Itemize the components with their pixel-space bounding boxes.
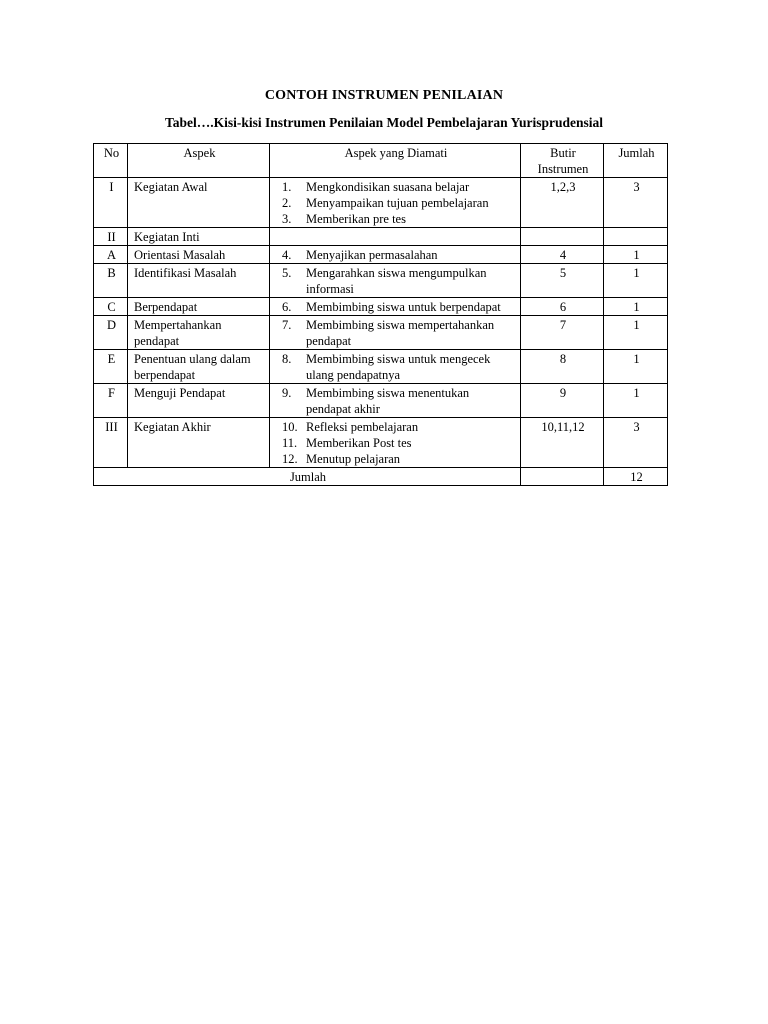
table-caption: Tabel….Kisi-kisi Instrumen Penilaian Model Pembelajaran Yurisprudensial bbox=[164, 115, 604, 130]
table-row bbox=[94, 316, 668, 350]
observed-aspect-item bbox=[276, 419, 516, 435]
cell-aspek-diamati bbox=[270, 418, 521, 468]
item-number: 5. bbox=[282, 266, 292, 280]
item-text: Menutup pelajaran bbox=[306, 452, 401, 466]
item-number: 10. bbox=[282, 420, 298, 434]
cell-butir-instrumen: 1,2,3 bbox=[521, 178, 604, 228]
observed-aspect-item bbox=[276, 451, 516, 467]
item-number: 11. bbox=[282, 436, 298, 450]
cell-no: B bbox=[94, 264, 128, 298]
item-text: Mengkondisikan suasana belajar bbox=[306, 180, 470, 194]
cell-aspek-diamati bbox=[270, 350, 521, 384]
item-number: 9. bbox=[282, 386, 292, 400]
cell-aspek: Orientasi Masalah bbox=[128, 246, 270, 264]
table-row bbox=[94, 246, 668, 264]
table-row bbox=[94, 384, 668, 418]
item-text: Mengarahkan siswa mengumpulkan informasi bbox=[306, 266, 487, 296]
header-jumlah: Jumlah bbox=[604, 144, 668, 178]
cell-aspek-diamati bbox=[270, 178, 521, 228]
item-text: Membimbing siswa untuk berpendapat bbox=[306, 300, 501, 314]
cell-butir-instrumen: 4 bbox=[521, 246, 604, 264]
observed-aspect-item bbox=[276, 351, 516, 383]
cell-aspek-diamati bbox=[270, 264, 521, 298]
header-butir-instrumen bbox=[521, 144, 604, 178]
cell-aspek: Identifikasi Masalah bbox=[128, 264, 270, 298]
item-text: Memberikan Post tes bbox=[306, 436, 412, 450]
cell-aspek-diamati bbox=[270, 384, 521, 418]
table-row bbox=[94, 298, 668, 316]
item-text: Refleksi pembelajaran bbox=[306, 420, 419, 434]
cell-no: I bbox=[94, 178, 128, 228]
header-butir-line2: Instrumen bbox=[537, 162, 589, 176]
cell-jumlah: 1 bbox=[604, 246, 668, 264]
item-number: 8. bbox=[282, 352, 292, 366]
item-text: Membimbing siswa untuk mengecek ulang pendapatnya bbox=[306, 352, 491, 382]
assessment-grid-table bbox=[93, 143, 668, 486]
item-number: 1. bbox=[282, 180, 292, 194]
cell-butir-instrumen: 9 bbox=[521, 384, 604, 418]
document-title: CONTOH INSTRUMEN PENILAIAN bbox=[264, 88, 504, 103]
cell-jumlah: 1 bbox=[604, 264, 668, 298]
cell-jumlah: 1 bbox=[604, 316, 668, 350]
total-butir bbox=[521, 468, 604, 486]
cell-no: III bbox=[94, 418, 128, 468]
total-jumlah: 12 bbox=[604, 468, 668, 486]
observed-aspect-item bbox=[276, 195, 516, 211]
item-text: Membimbing siswa menentukan pendapat akhir bbox=[306, 386, 470, 416]
observed-aspect-item bbox=[276, 385, 516, 417]
table-row bbox=[94, 228, 668, 246]
observed-aspect-list bbox=[276, 385, 516, 417]
observed-aspect-item bbox=[276, 211, 516, 227]
table-row bbox=[94, 350, 668, 384]
cell-no: C bbox=[94, 298, 128, 316]
cell-aspek: Kegiatan Inti bbox=[128, 228, 270, 246]
table-total-row bbox=[94, 468, 668, 486]
header-aspek-diamati: Aspek yang Diamati bbox=[270, 144, 521, 178]
cell-no: E bbox=[94, 350, 128, 384]
cell-jumlah: 1 bbox=[604, 384, 668, 418]
cell-jumlah: 3 bbox=[604, 178, 668, 228]
table-row bbox=[94, 264, 668, 298]
observed-aspect-list bbox=[276, 179, 516, 227]
cell-aspek: Menguji Pendapat bbox=[128, 384, 270, 418]
table-header-row bbox=[94, 144, 668, 178]
observed-aspect-list bbox=[276, 299, 516, 315]
total-label: Jumlah bbox=[94, 468, 521, 486]
cell-butir-instrumen: 8 bbox=[521, 350, 604, 384]
header-no: No bbox=[94, 144, 128, 178]
header-butir-line1: Butir bbox=[550, 146, 576, 160]
header-aspek: Aspek bbox=[128, 144, 270, 178]
cell-aspek-diamati bbox=[270, 316, 521, 350]
observed-aspect-item bbox=[276, 265, 516, 297]
observed-aspect-item bbox=[276, 299, 516, 315]
cell-aspek-diamati bbox=[270, 298, 521, 316]
observed-aspect-list bbox=[276, 419, 516, 467]
item-number: 2. bbox=[282, 196, 292, 210]
cell-jumlah: 3 bbox=[604, 418, 668, 468]
cell-butir-instrumen: 7 bbox=[521, 316, 604, 350]
cell-no: A bbox=[94, 246, 128, 264]
item-number: 12. bbox=[282, 452, 298, 466]
cell-butir-instrumen bbox=[521, 228, 604, 246]
item-number: 7. bbox=[282, 318, 292, 332]
observed-aspect-list bbox=[276, 265, 516, 297]
item-text: Memberikan pre tes bbox=[306, 212, 406, 226]
cell-aspek: Mempertahankan pendapat bbox=[128, 316, 270, 350]
cell-jumlah: 1 bbox=[604, 298, 668, 316]
item-number: 3. bbox=[282, 212, 292, 226]
table-row bbox=[94, 418, 668, 468]
cell-jumlah: 1 bbox=[604, 350, 668, 384]
observed-aspect-list bbox=[276, 351, 516, 383]
item-number: 6. bbox=[282, 300, 292, 314]
item-text: Menyampaikan tujuan pembelajaran bbox=[306, 196, 489, 210]
cell-no: F bbox=[94, 384, 128, 418]
item-number: 4. bbox=[282, 248, 292, 262]
observed-aspect-list bbox=[276, 247, 516, 263]
cell-butir-instrumen: 5 bbox=[521, 264, 604, 298]
cell-aspek-diamati bbox=[270, 246, 521, 264]
cell-aspek: Kegiatan Awal bbox=[128, 178, 270, 228]
cell-butir-instrumen: 10,11,12 bbox=[521, 418, 604, 468]
cell-butir-instrumen: 6 bbox=[521, 298, 604, 316]
item-text: Membimbing siswa mempertahankan pendapat bbox=[306, 318, 495, 348]
table-row bbox=[94, 178, 668, 228]
cell-aspek: Berpendapat bbox=[128, 298, 270, 316]
observed-aspect-item bbox=[276, 435, 516, 451]
observed-aspect-item bbox=[276, 179, 516, 195]
observed-aspect-list bbox=[276, 317, 516, 349]
observed-aspect-item bbox=[276, 317, 516, 349]
cell-aspek: Penentuan ulang dalam berpendapat bbox=[128, 350, 270, 384]
cell-aspek-diamati bbox=[270, 228, 521, 246]
observed-aspect-item bbox=[276, 247, 516, 263]
cell-jumlah bbox=[604, 228, 668, 246]
cell-no: D bbox=[94, 316, 128, 350]
item-text: Menyajikan permasalahan bbox=[306, 248, 438, 262]
cell-aspek: Kegiatan Akhir bbox=[128, 418, 270, 468]
cell-no: II bbox=[94, 228, 128, 246]
